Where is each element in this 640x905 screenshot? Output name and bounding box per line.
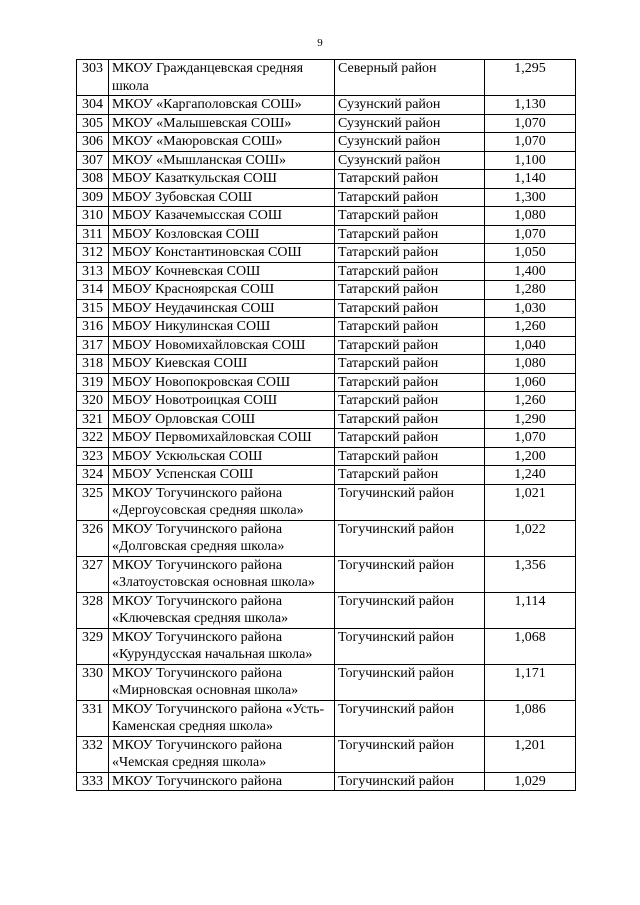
table-row [77,336,576,355]
district-name: Тогучинский район [335,520,485,556]
district-name: Северный район [335,60,485,96]
row-number: 321 [77,410,109,429]
row-number: 325 [77,484,109,520]
district-name: Татарский район [335,188,485,207]
district-name: Тогучинский район [335,700,485,736]
district-name: Тогучинский район [335,736,485,772]
school-name: МБОУ Казаткульская СОШ [109,170,335,189]
school-name: МБОУ Новомихайловская СОШ [109,336,335,355]
district-name: Татарский район [335,207,485,226]
row-number: 303 [77,60,109,96]
row-number: 333 [77,772,109,791]
table-row [77,592,576,628]
school-name: МКОУ Тогучинского района [109,772,335,791]
table-row [77,410,576,429]
row-number: 306 [77,133,109,152]
school-name: МБОУ Первомихайловская СОШ [109,429,335,448]
table-row [77,392,576,411]
coefficient: 1,022 [485,520,576,556]
district-name: Сузунский район [335,96,485,115]
school-name: МБОУ Орловская СОШ [109,410,335,429]
row-number: 305 [77,114,109,133]
table-row [77,466,576,485]
district-name: Тогучинский район [335,556,485,592]
table-row [77,281,576,300]
table-row [77,151,576,170]
district-name: Тогучинский район [335,592,485,628]
school-name: МКОУ Тогучинского района «Златоустовская основная школа» [109,556,335,592]
row-number: 310 [77,207,109,226]
schools-table [76,59,576,791]
district-name: Татарский район [335,355,485,374]
coefficient: 1,200 [485,447,576,466]
row-number: 316 [77,318,109,337]
row-number: 326 [77,520,109,556]
table-row [77,484,576,520]
school-name: МБОУ Кочневская СОШ [109,262,335,281]
coefficient: 1,029 [485,772,576,791]
school-name: МКОУ Тогучинского района «Долговская средняя школа» [109,520,335,556]
school-name: МКОУ Тогучинского района «Дергоусовская средняя школа» [109,484,335,520]
coefficient: 1,280 [485,281,576,300]
row-number: 314 [77,281,109,300]
table-row [77,736,576,772]
row-number: 332 [77,736,109,772]
district-name: Татарский район [335,262,485,281]
table-row [77,628,576,664]
row-number: 329 [77,628,109,664]
table-row [77,188,576,207]
school-name: МКОУ «Маюровская СОШ» [109,133,335,152]
coefficient: 1,171 [485,664,576,700]
school-name: МБОУ Константиновская СОШ [109,244,335,263]
table-row [77,133,576,152]
coefficient: 1,070 [485,225,576,244]
table-row [77,520,576,556]
table-row [77,556,576,592]
coefficient: 1,100 [485,151,576,170]
coefficient: 1,300 [485,188,576,207]
district-name: Тогучинский район [335,664,485,700]
district-name: Татарский район [335,281,485,300]
table-row [77,700,576,736]
row-number: 323 [77,447,109,466]
row-number: 304 [77,96,109,115]
district-name: Татарский район [335,318,485,337]
coefficient: 1,260 [485,392,576,411]
coefficient: 1,240 [485,466,576,485]
row-number: 315 [77,299,109,318]
coefficient: 1,114 [485,592,576,628]
school-name: МКОУ «Каргаполовская СОШ» [109,96,335,115]
table-row [77,299,576,318]
row-number: 312 [77,244,109,263]
table-row [77,318,576,337]
school-name: МКОУ Тогучинского района «Усть-Каменская средняя школа» [109,700,335,736]
school-name: МКОУ «Малышевская СОШ» [109,114,335,133]
table-row [77,373,576,392]
school-name: МБОУ Новопокровская СОШ [109,373,335,392]
table-row [77,244,576,263]
table-row [77,355,576,374]
district-name: Татарский район [335,410,485,429]
table-body [77,60,576,791]
district-name: Сузунский район [335,133,485,152]
row-number: 327 [77,556,109,592]
district-name: Татарский район [335,244,485,263]
row-number: 319 [77,373,109,392]
school-name: МКОУ «Мышланская СОШ» [109,151,335,170]
row-number: 330 [77,664,109,700]
district-name: Сузунский район [335,151,485,170]
school-name: МБОУ Красноярская СОШ [109,281,335,300]
table-row [77,447,576,466]
school-name: МБОУ Неудачинская СОШ [109,299,335,318]
district-name: Татарский район [335,373,485,392]
row-number: 328 [77,592,109,628]
row-number: 317 [77,336,109,355]
coefficient: 1,070 [485,114,576,133]
row-number: 311 [77,225,109,244]
school-name: МКОУ Тогучинского района «Курундусская начальная школа» [109,628,335,664]
coefficient: 1,060 [485,373,576,392]
coefficient: 1,140 [485,170,576,189]
school-name: МБОУ Успенская СОШ [109,466,335,485]
row-number: 320 [77,392,109,411]
school-name: МБОУ Никулинская СОШ [109,318,335,337]
district-name: Татарский район [335,429,485,448]
district-name: Татарский район [335,447,485,466]
table-row [77,429,576,448]
table-row [77,96,576,115]
coefficient: 1,290 [485,410,576,429]
district-name: Тогучинский район [335,484,485,520]
coefficient: 1,070 [485,429,576,448]
row-number: 331 [77,700,109,736]
table-row [77,664,576,700]
coefficient: 1,040 [485,336,576,355]
district-name: Татарский район [335,336,485,355]
row-number: 313 [77,262,109,281]
table-row [77,60,576,96]
school-name: МБОУ Ускюльская СОШ [109,447,335,466]
table-row [77,207,576,226]
coefficient: 1,295 [485,60,576,96]
table-row [77,772,576,791]
table-row [77,170,576,189]
school-name: МБОУ Козловская СОШ [109,225,335,244]
school-name: МБОУ Новотроицкая СОШ [109,392,335,411]
district-name: Татарский район [335,170,485,189]
row-number: 318 [77,355,109,374]
page-number: 9 [317,37,323,49]
coefficient: 1,030 [485,299,576,318]
coefficient: 1,130 [485,96,576,115]
coefficient: 1,080 [485,355,576,374]
table-row [77,262,576,281]
row-number: 324 [77,466,109,485]
coefficient: 1,070 [485,133,576,152]
district-name: Татарский район [335,392,485,411]
coefficient: 1,050 [485,244,576,263]
district-name: Сузунский район [335,114,485,133]
row-number: 307 [77,151,109,170]
coefficient: 1,080 [485,207,576,226]
district-name: Татарский район [335,299,485,318]
district-name: Тогучинский район [335,628,485,664]
school-name: МКОУ Гражданцевская средняя школа [109,60,335,96]
coefficient: 1,400 [485,262,576,281]
coefficient: 1,021 [485,484,576,520]
table-row [77,114,576,133]
coefficient: 1,260 [485,318,576,337]
row-number: 308 [77,170,109,189]
school-name: МБОУ Киевская СОШ [109,355,335,374]
school-name: МКОУ Тогучинского района «Чемская средняя школа» [109,736,335,772]
district-name: Татарский район [335,466,485,485]
table-row [77,225,576,244]
district-name: Татарский район [335,225,485,244]
coefficient: 1,086 [485,700,576,736]
school-name: МБОУ Казачемысская СОШ [109,207,335,226]
school-name: МКОУ Тогучинского района «Ключевская средняя школа» [109,592,335,628]
row-number: 309 [77,188,109,207]
school-name: МБОУ Зубовская СОШ [109,188,335,207]
coefficient: 1,068 [485,628,576,664]
coefficient: 1,201 [485,736,576,772]
district-name: Тогучинский район [335,772,485,791]
row-number: 322 [77,429,109,448]
school-name: МКОУ Тогучинского района «Мирновская основная школа» [109,664,335,700]
coefficient: 1,356 [485,556,576,592]
